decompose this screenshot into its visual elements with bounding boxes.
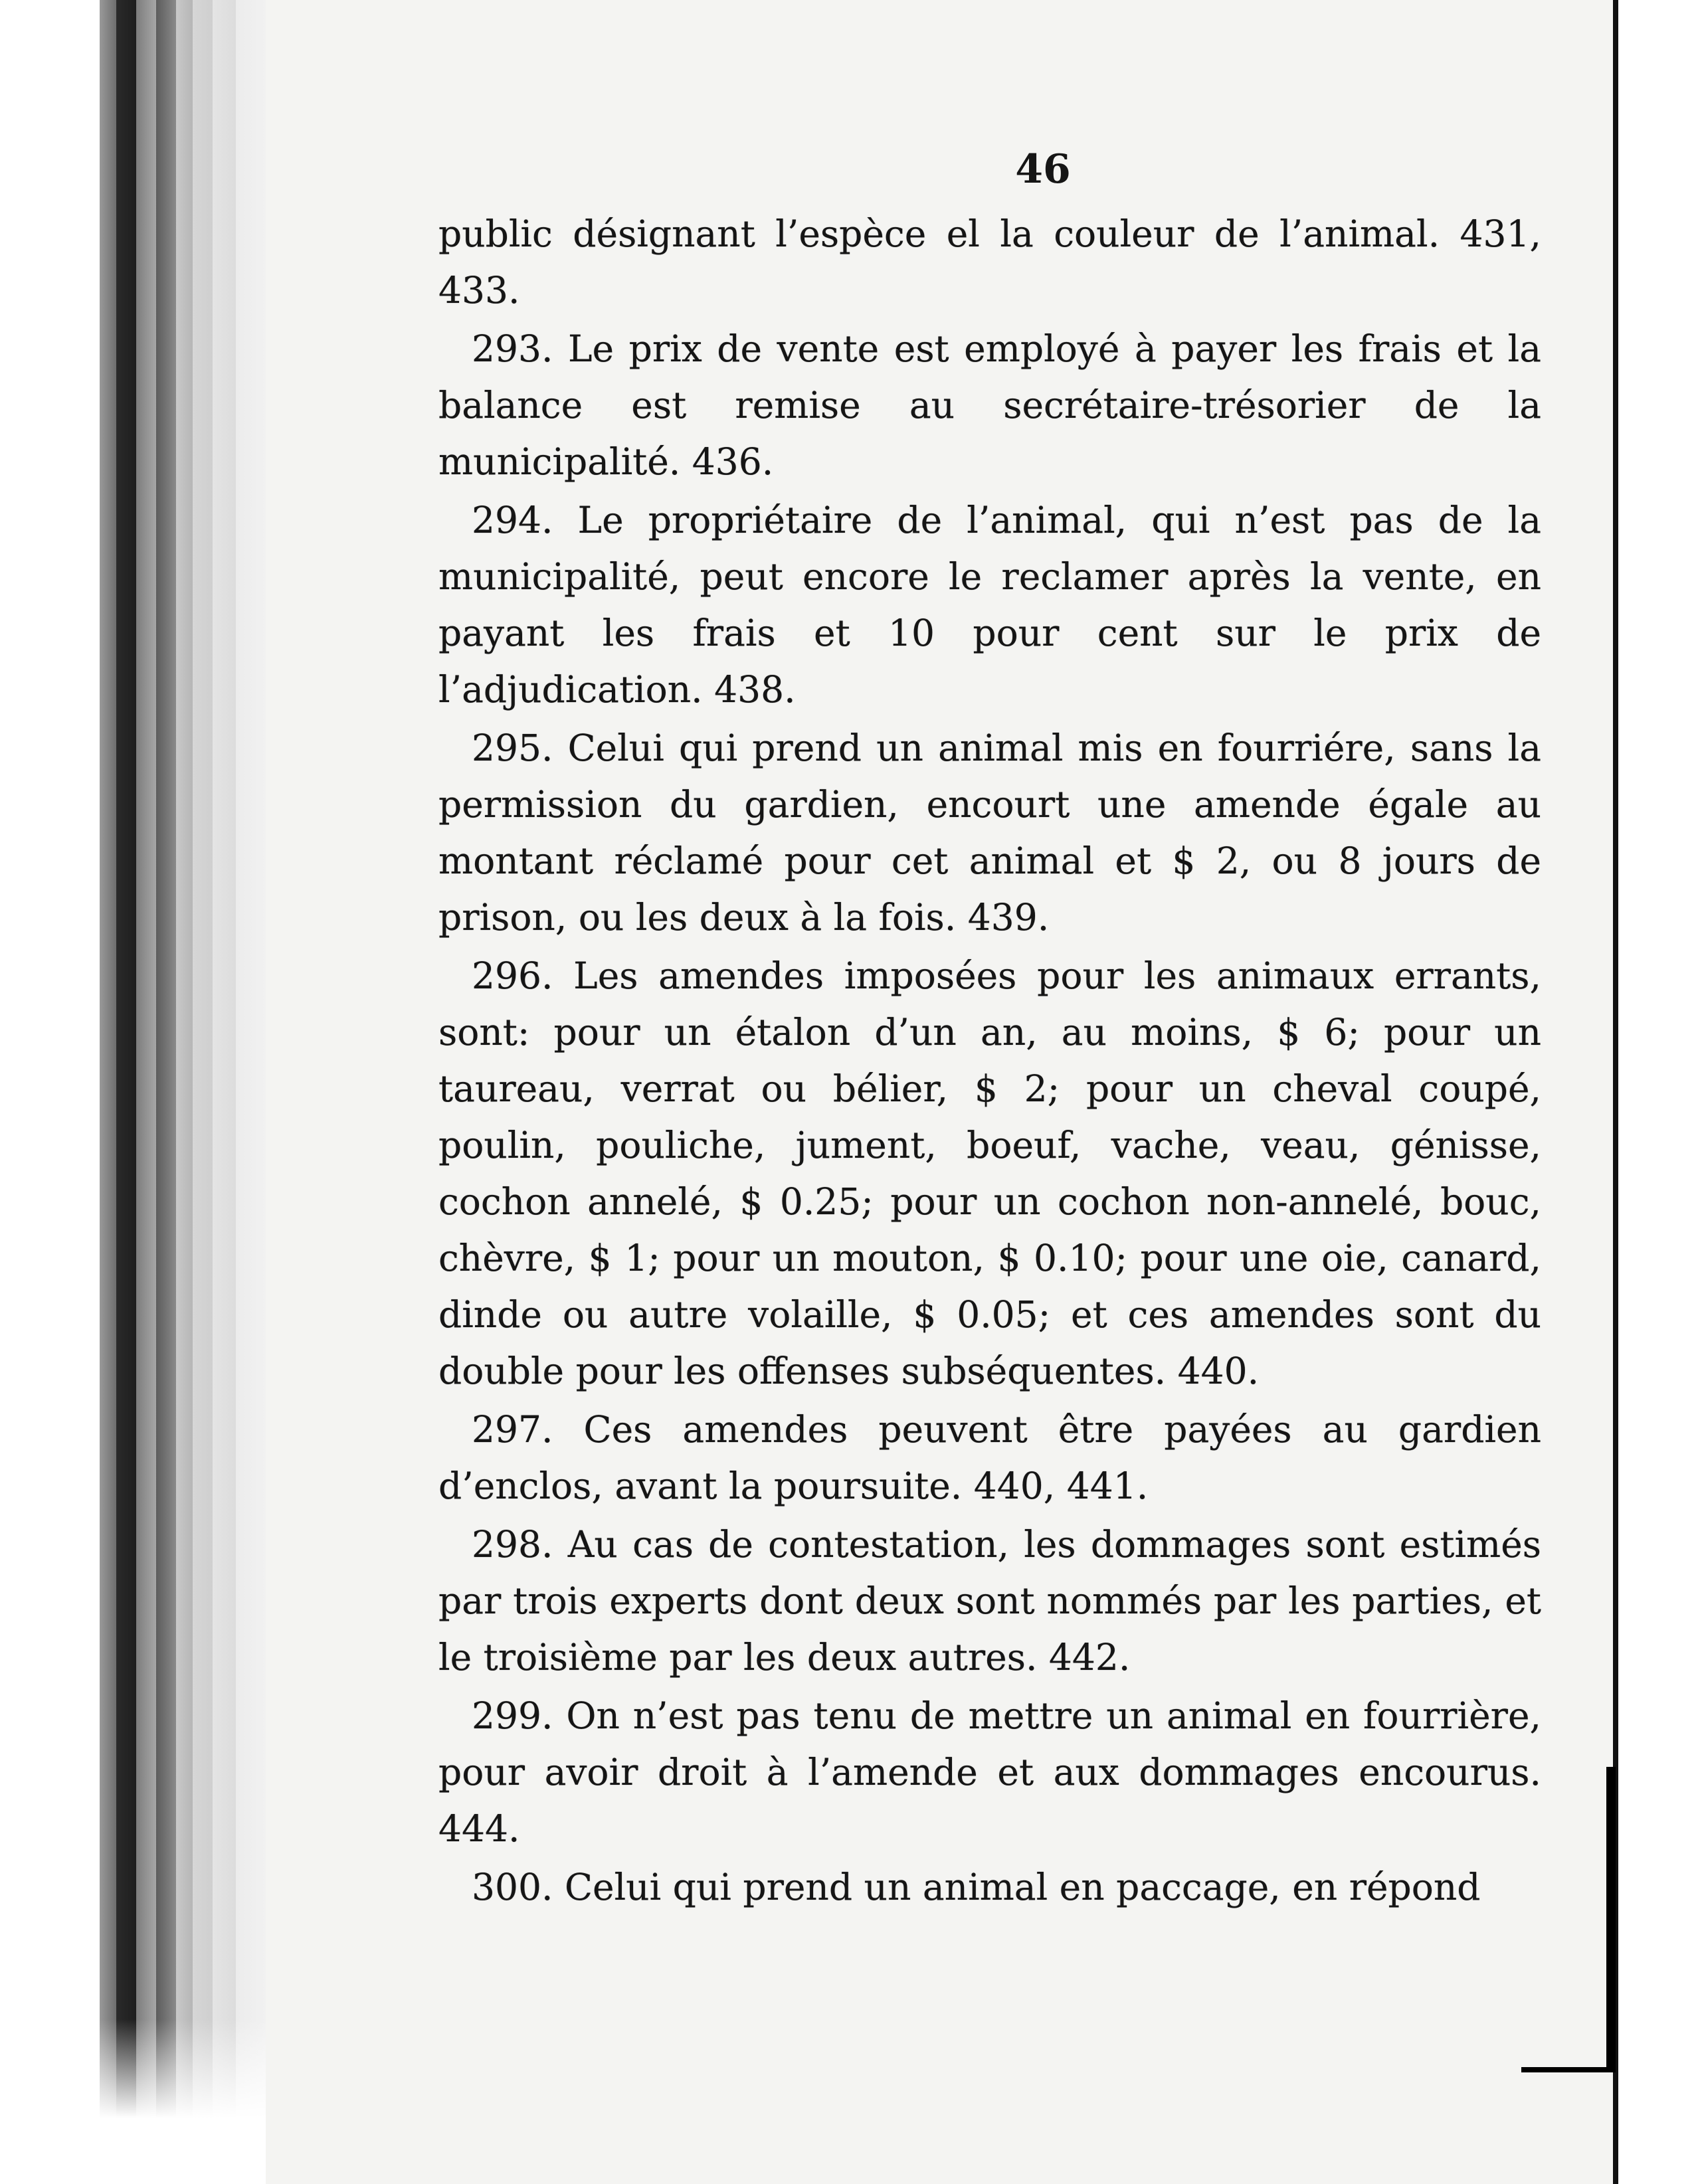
paragraph: public désignant l’espèce el la couleur de l’animal. 431, 433. xyxy=(438,213,1541,312)
crop-mark-horizontal xyxy=(1521,2067,1614,2072)
page-edge-fade xyxy=(100,2019,266,2184)
scan-right-margin xyxy=(1618,0,1698,2184)
paragraph: 300. Celui qui prend un animal en paccage, en répond xyxy=(472,1866,1481,1908)
paragraph: 297. Ces amendes peuvent être payées au gardien d’enclos, avant la poursuite. 440, 441. xyxy=(438,1408,1541,1507)
book-page-edges xyxy=(0,0,266,2184)
paragraph: 295. Celui qui prend un animal mis en fourriére, sans la permission du gardien, encourt une amende égale au montant réclamé pour cet animal et $ 2, ou 8 jours de prison, ou les deux à la fois. 439. xyxy=(438,727,1541,939)
paragraph: 298. Au cas de contestation, les dommages sont estimés par trois experts dont deux sont nommés par les parties, et le troisième par les deux autres. 442. xyxy=(438,1523,1541,1679)
paragraph: 299. On n’est pas tenu de mettre un animal en fourrière, pour avoir droit à l’amende et aux dommages encourus. 444. xyxy=(438,1694,1541,1850)
paragraph: 294. Le propriétaire de l’animal, qui n’est pas de la municipalité, peut encore le reclamer après la vente, en payant les frais et 10 pour cent sur le prix de l’adjudication. 438. xyxy=(438,499,1541,711)
paragraph: 293. Le prix de vente est employé à payer les frais et la balance est remise au secrétaire-trésorier de la municipalité. 436. xyxy=(438,327,1541,483)
page-body-text xyxy=(438,206,1541,1916)
crop-mark-vertical xyxy=(1606,1767,1616,2072)
book-page xyxy=(438,139,1541,1918)
page-number: 46 xyxy=(1015,146,1071,193)
paragraph: 296. Les amendes imposées pour les animaux errants, sont: pour un étalon d’un an, au moins, $ 6; pour un taureau, verrat ou bélier, $ 2; pour un cheval coupé, poulin, pouliche, jument, boeuf, vache, veau, génisse, cochon annelé, $ 0.25; pour un cochon non-annelé, bouc, chèvre, $ 1; pour un mouton, $ 0.10; pour une oie, canard, dinde ou autre volaille, $ 0.05; et ces amendes sont du double pour les offenses subséquentes. 440. xyxy=(438,955,1541,1392)
